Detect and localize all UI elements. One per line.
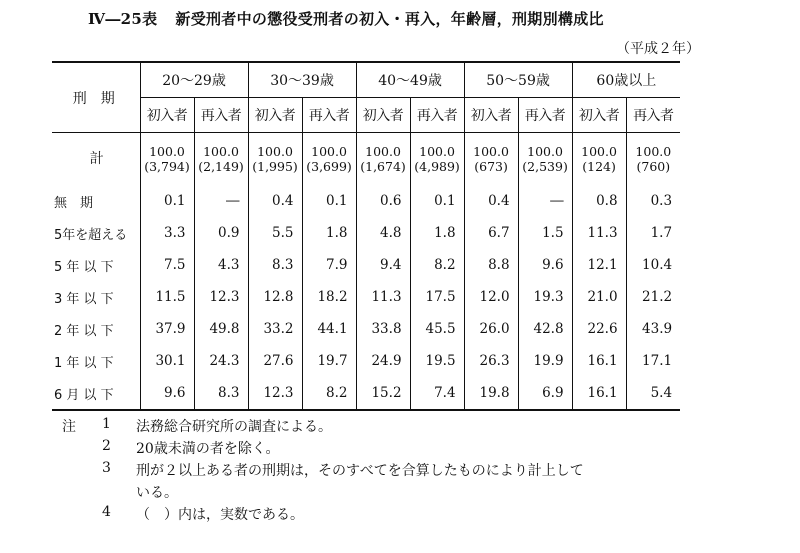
table-cell: 19.9 [518, 345, 572, 377]
table-cell: 27.6 [248, 345, 302, 377]
total-cell [572, 133, 626, 186]
note-number: 2 [102, 438, 111, 454]
note-number: 3 [102, 460, 111, 476]
total-percent: 100.0 [149, 144, 185, 159]
note-number: 4 [102, 504, 111, 520]
sub-header: 再入者 [302, 98, 356, 133]
table-row [52, 281, 680, 313]
table-cell: 4.8 [356, 217, 410, 249]
total-cell [518, 133, 572, 186]
row-label: 計 [89, 150, 104, 167]
total-count: (124) [582, 159, 616, 174]
note-text: （ ）内は，実数である。 [136, 507, 304, 523]
table-cell: 33.2 [248, 313, 302, 345]
table-cell: 1.8 [302, 217, 356, 249]
table-cell: 12.8 [248, 281, 302, 313]
table-row [52, 185, 680, 217]
note-text: 20歳未満の者を除く。 [136, 441, 280, 457]
table-cell: 0.1 [410, 185, 464, 217]
total-cell [248, 133, 302, 186]
table-cell: 21.0 [572, 281, 626, 313]
table-cell: 10.4 [626, 249, 680, 281]
total-count: (2,149) [198, 159, 244, 174]
total-cell [302, 133, 356, 186]
table-cell: 8.2 [302, 377, 356, 410]
total-percent: 100.0 [311, 144, 347, 159]
total-percent: 100.0 [635, 144, 672, 159]
data-table [52, 61, 680, 411]
table-cell: 9.6 [140, 377, 194, 410]
total-percent: 100.0 [473, 144, 509, 159]
total-cell [464, 133, 518, 186]
total-cell [626, 133, 680, 186]
row-label: 無 期 [54, 195, 94, 211]
table-row [52, 217, 680, 249]
table-cell: 49.8 [194, 313, 248, 345]
table-cell: 18.2 [302, 281, 356, 313]
age-group-header: 20～29歳 [140, 62, 248, 98]
note-text-continued: いる。 [136, 485, 178, 501]
row-label: 5 年 以 下 [54, 259, 114, 275]
sub-header: 初入者 [572, 98, 626, 133]
table-cell: 21.2 [626, 281, 680, 313]
total-percent: 100.0 [581, 144, 617, 159]
total-percent: 100.0 [419, 144, 455, 159]
total-count: (760) [636, 159, 671, 174]
table-cell: 5.4 [626, 377, 680, 410]
table-cell: 5.5 [248, 217, 302, 249]
total-percent: 100.0 [257, 144, 293, 159]
table-cell: 0.9 [194, 217, 248, 249]
row-label: 5年を超える [54, 227, 128, 243]
table-title [88, 8, 604, 29]
table-cell: 17.1 [626, 345, 680, 377]
sub-header: 再入者 [410, 98, 464, 133]
table-year: （平成２年） [616, 41, 700, 57]
table-cell: 11.3 [572, 217, 626, 249]
total-percent: 100.0 [365, 144, 401, 159]
table-cell: 3.3 [140, 217, 194, 249]
table-cell: 0.4 [464, 185, 518, 217]
table-cell: 30.1 [140, 345, 194, 377]
table-cell: 19.5 [410, 345, 464, 377]
table-cell: 0.3 [626, 185, 680, 217]
sub-header: 初入者 [248, 98, 302, 133]
table-cell: 33.8 [356, 313, 410, 345]
total-count: (1,995) [252, 159, 298, 174]
table-cell: 44.1 [302, 313, 356, 345]
sub-header: 再入者 [626, 98, 680, 133]
total-cell [356, 133, 410, 186]
table-cell: 37.9 [140, 313, 194, 345]
table-cell: 9.6 [518, 249, 572, 281]
table-cell: 24.3 [194, 345, 248, 377]
table-cell: 16.1 [572, 377, 626, 410]
total-row [52, 133, 680, 186]
table-cell: 19.3 [518, 281, 572, 313]
total-count: (2,539) [522, 159, 568, 174]
table-cell: 12.3 [248, 377, 302, 410]
table-cell: 8.3 [248, 249, 302, 281]
age-group-header: 50～59歳 [464, 62, 572, 98]
table-number: Ⅳ―25表 [88, 10, 158, 28]
note-text: 法務総合研究所の調査による。 [136, 419, 332, 435]
sub-header: 再入者 [194, 98, 248, 133]
total-count: (673) [474, 159, 508, 174]
table-cell: 1.8 [410, 217, 464, 249]
table-cell: 42.8 [518, 313, 572, 345]
total-count: (3,794) [144, 159, 190, 174]
table-cell: ― [194, 185, 248, 217]
table-row [52, 313, 680, 345]
table-cell: 26.0 [464, 313, 518, 345]
table-cell: 8.3 [194, 377, 248, 410]
row-label: 2 年 以 下 [54, 323, 114, 339]
table-cell: 17.5 [410, 281, 464, 313]
sub-header: 再入者 [518, 98, 572, 133]
age-group-header: 30～39歳 [248, 62, 356, 98]
sub-header: 初入者 [356, 98, 410, 133]
row-label: 3 年 以 下 [54, 291, 114, 307]
total-count: (3,699) [306, 159, 352, 174]
table-cell: 1.5 [518, 217, 572, 249]
table-cell: 0.8 [572, 185, 626, 217]
sub-header: 初入者 [464, 98, 518, 133]
table-cell: 4.3 [194, 249, 248, 281]
note-number: 1 [102, 416, 111, 432]
table-cell: 12.0 [464, 281, 518, 313]
age-group-header: 60歳以上 [572, 62, 680, 98]
table-cell: 8.8 [464, 249, 518, 281]
table-cell: 8.2 [410, 249, 464, 281]
table-cell: 19.8 [464, 377, 518, 410]
table-cell: 7.5 [140, 249, 194, 281]
table-cell: 11.5 [140, 281, 194, 313]
total-cell [410, 133, 464, 186]
notes-label: 注 [62, 419, 76, 435]
total-percent: 100.0 [527, 144, 563, 159]
table-cell: 12.3 [194, 281, 248, 313]
table-cell: 43.9 [626, 313, 680, 345]
total-cell [194, 133, 248, 186]
table-cell: 1.7 [626, 217, 680, 249]
table-cell: 0.6 [356, 185, 410, 217]
table-cell: 26.3 [464, 345, 518, 377]
table-cell: 0.4 [248, 185, 302, 217]
total-cell [140, 133, 194, 186]
table-cell: 11.3 [356, 281, 410, 313]
table-cell: 7.9 [302, 249, 356, 281]
corner-label: 刑期 [52, 62, 140, 133]
table-row [52, 345, 680, 377]
note-text: 刑が２以上ある者の刑期は，そのすべてを合算したものにより計上して [136, 463, 584, 479]
table-cell: 15.2 [356, 377, 410, 410]
table-cell: 19.7 [302, 345, 356, 377]
table-cell: 12.1 [572, 249, 626, 281]
table-cell: 0.1 [140, 185, 194, 217]
table-row [52, 249, 680, 281]
table-row [52, 377, 680, 410]
sub-header: 初入者 [140, 98, 194, 133]
table-cell: 7.4 [410, 377, 464, 410]
table-cell: 22.6 [572, 313, 626, 345]
table-cell: 6.9 [518, 377, 572, 410]
total-count: (1,674) [360, 159, 406, 174]
total-percent: 100.0 [203, 144, 239, 159]
total-count: (4,989) [414, 159, 460, 174]
table-title-text: 新受刑者中の懲役受刑者の初入・再入，年齢層，刑期別構成比 [175, 10, 604, 28]
table-cell: ― [518, 185, 572, 217]
table-cell: 0.1 [302, 185, 356, 217]
age-group-header: 40～49歳 [356, 62, 464, 98]
table-cell: 9.4 [356, 249, 410, 281]
row-label: 6 月 以 下 [52, 377, 140, 410]
table-cell: 45.5 [410, 313, 464, 345]
table-cell: 6.7 [464, 217, 518, 249]
table-cell: 24.9 [356, 345, 410, 377]
table-cell: 16.1 [572, 345, 626, 377]
row-label: 1 年 以 下 [54, 355, 114, 371]
